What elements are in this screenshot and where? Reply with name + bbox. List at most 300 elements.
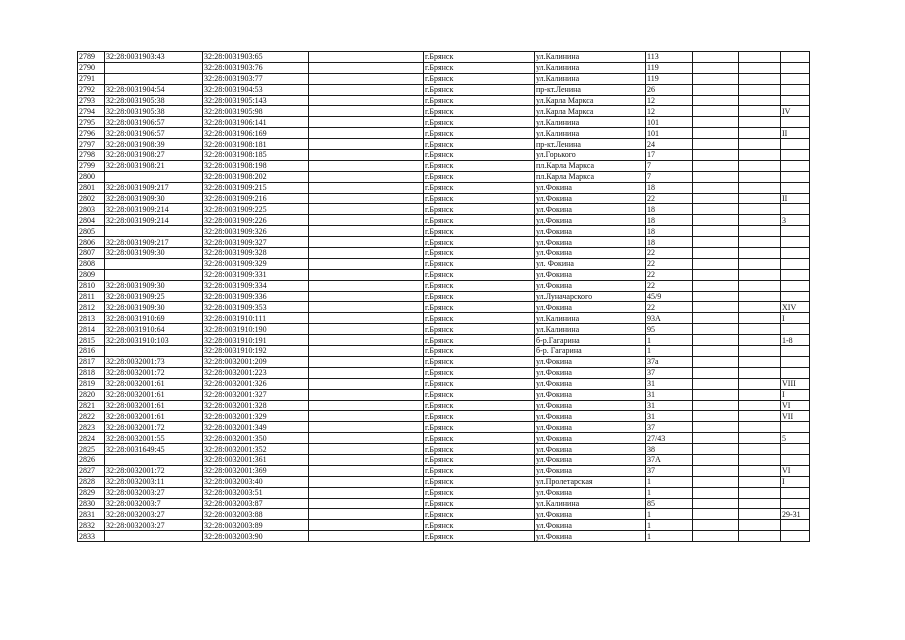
house-number-cell: 1 <box>646 487 693 498</box>
parcel-number-cell: 32:28:0032001:61 <box>105 378 203 389</box>
row-number-cell: 2800 <box>78 171 105 182</box>
row-number-cell: 2810 <box>78 280 105 291</box>
premise-number-cell <box>781 237 810 248</box>
object-number-cell: 32:28:0032001:352 <box>203 444 309 455</box>
premise-number-cell <box>781 52 810 63</box>
city-cell: г.Брянск <box>424 346 535 357</box>
house-number-cell: 31 <box>646 411 693 422</box>
city-cell: г.Брянск <box>424 476 535 487</box>
street-cell: ул.Фокина <box>535 520 646 531</box>
row-number-cell: 2808 <box>78 258 105 269</box>
empty-cell-cell <box>309 509 424 520</box>
row-number-cell: 2817 <box>78 356 105 367</box>
row-number-cell: 2812 <box>78 302 105 313</box>
parcel-number-cell <box>105 73 203 84</box>
row-number-cell: 2803 <box>78 204 105 215</box>
premise-number-cell <box>781 498 810 509</box>
table-row <box>78 258 810 269</box>
empty-cell-cell <box>693 150 739 161</box>
street-cell: ул.Фокина <box>535 531 646 542</box>
city-cell: г.Брянск <box>424 160 535 171</box>
empty-cell-cell <box>739 117 781 128</box>
table-row <box>78 346 810 357</box>
street-cell: ул.Калинина <box>535 73 646 84</box>
house-number-cell: 22 <box>646 302 693 313</box>
row-number-cell: 2796 <box>78 128 105 139</box>
premise-number-cell <box>781 367 810 378</box>
empty-cell-cell <box>693 302 739 313</box>
parcel-number-cell: 32:28:0031906:57 <box>105 128 203 139</box>
parcel-number-cell: 32:28:0032001:73 <box>105 356 203 367</box>
house-number-cell: 37а <box>646 356 693 367</box>
table-row <box>78 171 810 182</box>
street-cell: ул.Фокина <box>535 487 646 498</box>
premise-number-cell <box>781 258 810 269</box>
empty-cell-cell <box>739 487 781 498</box>
row-number-cell: 2792 <box>78 84 105 95</box>
house-number-cell: 22 <box>646 269 693 280</box>
table-row <box>78 454 810 465</box>
street-cell: ул.Фокина <box>535 215 646 226</box>
table-row <box>78 389 810 400</box>
empty-cell-cell <box>739 84 781 95</box>
parcel-number-cell: 32:28:0031905:38 <box>105 106 203 117</box>
street-cell: ул.Фокина <box>535 269 646 280</box>
object-number-cell: 32:28:0032001:349 <box>203 422 309 433</box>
parcel-number-cell: 32:28:0031906:57 <box>105 117 203 128</box>
street-cell: ул.Фокина <box>535 422 646 433</box>
object-number-cell: 32:28:0031909:353 <box>203 302 309 313</box>
city-cell: г.Брянск <box>424 302 535 313</box>
street-cell: ул.Фокина <box>535 248 646 259</box>
row-number-cell: 2832 <box>78 520 105 531</box>
empty-cell-cell <box>739 269 781 280</box>
object-number-cell: 32:28:0031908:198 <box>203 160 309 171</box>
empty-cell-cell <box>739 302 781 313</box>
premise-number-cell <box>781 95 810 106</box>
parcel-number-cell: 32:28:0031910:64 <box>105 324 203 335</box>
house-number-cell: 119 <box>646 62 693 73</box>
premise-number-cell <box>781 454 810 465</box>
empty-cell-cell <box>693 280 739 291</box>
street-cell: пл.Карла Маркса <box>535 160 646 171</box>
empty-cell-cell <box>739 367 781 378</box>
premise-number-cell <box>781 226 810 237</box>
empty-cell-cell <box>309 226 424 237</box>
premise-number-cell <box>781 117 810 128</box>
house-number-cell: 31 <box>646 378 693 389</box>
city-cell: г.Брянск <box>424 465 535 476</box>
parcel-number-cell: 32:28:0032003:27 <box>105 487 203 498</box>
table-row <box>78 531 810 542</box>
row-number-cell: 2830 <box>78 498 105 509</box>
street-cell: ул.Фокина <box>535 454 646 465</box>
street-cell: б-р.Гагарина <box>535 335 646 346</box>
object-number-cell: 32:28:0031909:336 <box>203 291 309 302</box>
empty-cell-cell <box>309 531 424 542</box>
premise-number-cell: 3 <box>781 215 810 226</box>
empty-cell-cell <box>693 215 739 226</box>
empty-cell-cell <box>693 248 739 259</box>
parcel-number-cell: 32:28:0031909:30 <box>105 302 203 313</box>
parcel-number-cell: 32:28:0031909:217 <box>105 182 203 193</box>
empty-cell-cell <box>739 73 781 84</box>
premise-number-cell: 1-8 <box>781 335 810 346</box>
row-number-cell: 2805 <box>78 226 105 237</box>
city-cell: г.Брянск <box>424 280 535 291</box>
object-number-cell: 32:28:0032001:223 <box>203 367 309 378</box>
empty-cell-cell <box>309 324 424 335</box>
city-cell: г.Брянск <box>424 498 535 509</box>
street-cell: ул.Карла Маркса <box>535 95 646 106</box>
empty-cell-cell <box>309 476 424 487</box>
parcel-number-cell <box>105 531 203 542</box>
city-cell: г.Брянск <box>424 226 535 237</box>
empty-cell-cell <box>693 433 739 444</box>
empty-cell-cell <box>309 193 424 204</box>
city-cell: г.Брянск <box>424 487 535 498</box>
empty-cell-cell <box>693 139 739 150</box>
row-number-cell: 2820 <box>78 389 105 400</box>
house-number-cell: 113 <box>646 52 693 63</box>
house-number-cell: 18 <box>646 215 693 226</box>
parcel-number-cell: 32:28:0031908:21 <box>105 160 203 171</box>
premise-number-cell <box>781 346 810 357</box>
parcel-number-cell: 32:28:0032003:11 <box>105 476 203 487</box>
empty-cell-cell <box>693 454 739 465</box>
house-number-cell: 1 <box>646 509 693 520</box>
table-row <box>78 465 810 476</box>
empty-cell-cell <box>739 226 781 237</box>
object-number-cell: 32:28:0032001:369 <box>203 465 309 476</box>
empty-cell-cell <box>309 84 424 95</box>
premise-number-cell <box>781 182 810 193</box>
parcel-number-cell: 32:28:0031908:39 <box>105 139 203 150</box>
house-number-cell: 101 <box>646 117 693 128</box>
premise-number-cell <box>781 280 810 291</box>
object-number-cell: 32:28:0031910:111 <box>203 313 309 324</box>
premise-number-cell <box>781 73 810 84</box>
empty-cell-cell <box>309 204 424 215</box>
parcel-number-cell: 32:28:0032001:72 <box>105 367 203 378</box>
premise-number-cell <box>781 324 810 335</box>
empty-cell-cell <box>739 139 781 150</box>
table-row <box>78 193 810 204</box>
street-cell: ул.Калинина <box>535 62 646 73</box>
row-number-cell: 2795 <box>78 117 105 128</box>
street-cell: ул.Фокина <box>535 433 646 444</box>
city-cell: г.Брянск <box>424 258 535 269</box>
empty-cell-cell <box>739 258 781 269</box>
row-number-cell: 2813 <box>78 313 105 324</box>
row-number-cell: 2809 <box>78 269 105 280</box>
table-row <box>78 433 810 444</box>
row-number-cell: 2819 <box>78 378 105 389</box>
empty-cell-cell <box>739 356 781 367</box>
street-cell: ул.Фокина <box>535 193 646 204</box>
object-number-cell: 32:28:0031909:215 <box>203 182 309 193</box>
empty-cell-cell <box>309 498 424 509</box>
empty-cell-cell <box>309 150 424 161</box>
empty-cell-cell <box>309 400 424 411</box>
object-number-cell: 32:28:0032001:326 <box>203 378 309 389</box>
city-cell: г.Брянск <box>424 454 535 465</box>
house-number-cell: 85 <box>646 498 693 509</box>
empty-cell-cell <box>693 128 739 139</box>
street-cell: ул.Калинина <box>535 117 646 128</box>
empty-cell-cell <box>739 237 781 248</box>
street-cell: ул.Луначарского <box>535 291 646 302</box>
parcel-number-cell: 32:28:0031910:103 <box>105 335 203 346</box>
empty-cell-cell <box>309 422 424 433</box>
table-row <box>78 378 810 389</box>
empty-cell-cell <box>739 62 781 73</box>
table-row <box>78 73 810 84</box>
object-number-cell: 32:28:0031910:191 <box>203 335 309 346</box>
empty-cell-cell <box>693 335 739 346</box>
empty-cell-cell <box>739 520 781 531</box>
empty-cell-cell <box>693 84 739 95</box>
object-number-cell: 32:28:0031905:98 <box>203 106 309 117</box>
house-number-cell: 119 <box>646 73 693 84</box>
empty-cell-cell <box>739 313 781 324</box>
empty-cell-cell <box>693 62 739 73</box>
empty-cell-cell <box>693 171 739 182</box>
object-number-cell: 32:28:0031903:77 <box>203 73 309 84</box>
empty-cell-cell <box>739 215 781 226</box>
table-row <box>78 150 810 161</box>
city-cell: г.Брянск <box>424 509 535 520</box>
empty-cell-cell <box>739 291 781 302</box>
row-number-cell: 2821 <box>78 400 105 411</box>
row-number-cell: 2831 <box>78 509 105 520</box>
parcel-number-cell <box>105 346 203 357</box>
empty-cell-cell <box>693 520 739 531</box>
object-number-cell: 32:28:0031909:216 <box>203 193 309 204</box>
empty-cell-cell <box>309 313 424 324</box>
premise-number-cell <box>781 248 810 259</box>
street-cell: ул.Фокина <box>535 226 646 237</box>
empty-cell-cell <box>739 324 781 335</box>
table-row <box>78 335 810 346</box>
city-cell: г.Брянск <box>424 335 535 346</box>
empty-cell-cell <box>693 400 739 411</box>
street-cell: ул.Калинина <box>535 52 646 63</box>
street-cell: ул.Горького <box>535 150 646 161</box>
empty-cell-cell <box>693 378 739 389</box>
empty-cell-cell <box>309 356 424 367</box>
table-row <box>78 160 810 171</box>
row-number-cell: 2802 <box>78 193 105 204</box>
street-cell: ул.Фокина <box>535 367 646 378</box>
row-number-cell: 2815 <box>78 335 105 346</box>
premise-number-cell: 5 <box>781 433 810 444</box>
parcel-number-cell: 32:28:0032003:27 <box>105 520 203 531</box>
empty-cell-cell <box>739 465 781 476</box>
empty-cell-cell <box>693 117 739 128</box>
empty-cell-cell <box>309 128 424 139</box>
city-cell: г.Брянск <box>424 444 535 455</box>
parcel-number-cell: 32:28:0031909:214 <box>105 215 203 226</box>
empty-cell-cell <box>309 465 424 476</box>
empty-cell-cell <box>739 52 781 63</box>
empty-cell-cell <box>309 454 424 465</box>
street-cell: ул.Фокина <box>535 400 646 411</box>
empty-cell-cell <box>309 411 424 422</box>
empty-cell-cell <box>309 346 424 357</box>
object-number-cell: 32:28:0032003:51 <box>203 487 309 498</box>
street-cell: пл.Карла Маркса <box>535 171 646 182</box>
empty-cell-cell <box>309 106 424 117</box>
premise-number-cell <box>781 291 810 302</box>
table-row <box>78 367 810 378</box>
table-row <box>78 400 810 411</box>
empty-cell-cell <box>309 237 424 248</box>
empty-cell-cell <box>693 73 739 84</box>
document-sheet <box>77 51 810 542</box>
street-cell: ул.Фокина <box>535 182 646 193</box>
empty-cell-cell <box>739 444 781 455</box>
empty-cell-cell <box>693 444 739 455</box>
empty-cell-cell <box>739 346 781 357</box>
house-number-cell: 1 <box>646 335 693 346</box>
object-number-cell: 32:28:0031909:331 <box>203 269 309 280</box>
street-cell: ул.Фокина <box>535 204 646 215</box>
empty-cell-cell <box>693 193 739 204</box>
premise-number-cell: VI <box>781 465 810 476</box>
premise-number-cell: 29-31 <box>781 509 810 520</box>
row-number-cell: 2801 <box>78 182 105 193</box>
empty-cell-cell <box>739 204 781 215</box>
house-number-cell: 12 <box>646 106 693 117</box>
parcel-number-cell: 32:28:0031909:214 <box>105 204 203 215</box>
house-number-cell: 37 <box>646 367 693 378</box>
city-cell: г.Брянск <box>424 193 535 204</box>
street-cell: ул.Пролетарская <box>535 476 646 487</box>
row-number-cell: 2828 <box>78 476 105 487</box>
row-number-cell: 2827 <box>78 465 105 476</box>
city-cell: г.Брянск <box>424 248 535 259</box>
empty-cell-cell <box>739 476 781 487</box>
row-number-cell: 2806 <box>78 237 105 248</box>
row-number-cell: 2833 <box>78 531 105 542</box>
empty-cell-cell <box>309 248 424 259</box>
city-cell: г.Брянск <box>424 291 535 302</box>
street-cell: ул. Фокина <box>535 258 646 269</box>
premise-number-cell: I <box>781 476 810 487</box>
house-number-cell: 22 <box>646 280 693 291</box>
row-number-cell: 2804 <box>78 215 105 226</box>
premise-number-cell <box>781 84 810 95</box>
empty-cell-cell <box>309 269 424 280</box>
street-cell: ул.Калинина <box>535 128 646 139</box>
empty-cell-cell <box>309 335 424 346</box>
row-number-cell: 2825 <box>78 444 105 455</box>
house-number-cell: 24 <box>646 139 693 150</box>
empty-cell-cell <box>739 389 781 400</box>
row-number-cell: 2793 <box>78 95 105 106</box>
parcel-number-cell: 32:28:0031910:69 <box>105 313 203 324</box>
empty-cell-cell <box>739 106 781 117</box>
empty-cell-cell <box>739 531 781 542</box>
table-row <box>78 520 810 531</box>
city-cell: г.Брянск <box>424 171 535 182</box>
street-cell: ул.Калинина <box>535 498 646 509</box>
empty-cell-cell <box>309 171 424 182</box>
city-cell: г.Брянск <box>424 367 535 378</box>
row-number-cell: 2829 <box>78 487 105 498</box>
row-number-cell: 2790 <box>78 62 105 73</box>
empty-cell-cell <box>693 531 739 542</box>
premise-number-cell <box>781 269 810 280</box>
table-body <box>78 52 810 542</box>
house-number-cell: 37 <box>646 465 693 476</box>
city-cell: г.Брянск <box>424 204 535 215</box>
empty-cell-cell <box>309 182 424 193</box>
empty-cell-cell <box>693 269 739 280</box>
empty-cell-cell <box>739 335 781 346</box>
street-cell: пр-кт.Ленина <box>535 84 646 95</box>
row-number-cell: 2799 <box>78 160 105 171</box>
table-row <box>78 291 810 302</box>
object-number-cell: 32:28:0032003:89 <box>203 520 309 531</box>
city-cell: г.Брянск <box>424 84 535 95</box>
parcel-number-cell: 32:28:0031904:54 <box>105 84 203 95</box>
table-row <box>78 95 810 106</box>
city-cell: г.Брянск <box>424 313 535 324</box>
empty-cell-cell <box>693 356 739 367</box>
object-number-cell: 32:28:0031903:65 <box>203 52 309 63</box>
city-cell: г.Брянск <box>424 237 535 248</box>
empty-cell-cell <box>693 476 739 487</box>
empty-cell-cell <box>693 52 739 63</box>
empty-cell-cell <box>309 117 424 128</box>
register-table <box>77 51 810 542</box>
street-cell: ул.Фокина <box>535 389 646 400</box>
empty-cell-cell <box>739 248 781 259</box>
row-number-cell: 2797 <box>78 139 105 150</box>
empty-cell-cell <box>739 498 781 509</box>
house-number-cell: 1 <box>646 476 693 487</box>
parcel-number-cell <box>105 62 203 73</box>
city-cell: г.Брянск <box>424 182 535 193</box>
table-row <box>78 204 810 215</box>
city-cell: г.Брянск <box>424 422 535 433</box>
object-number-cell: 32:28:0031903:76 <box>203 62 309 73</box>
empty-cell-cell <box>693 291 739 302</box>
empty-cell-cell <box>739 433 781 444</box>
parcel-number-cell: 32:28:0032003:27 <box>105 509 203 520</box>
house-number-cell: 27/43 <box>646 433 693 444</box>
premise-number-cell <box>781 171 810 182</box>
premise-number-cell: I <box>781 313 810 324</box>
empty-cell-cell <box>739 454 781 465</box>
empty-cell-cell <box>693 237 739 248</box>
table-row <box>78 411 810 422</box>
house-number-cell: 1 <box>646 520 693 531</box>
table-row <box>78 509 810 520</box>
table-row <box>78 237 810 248</box>
table-row <box>78 444 810 455</box>
table-row <box>78 356 810 367</box>
parcel-number-cell: 32:28:0032001:61 <box>105 411 203 422</box>
empty-cell-cell <box>739 422 781 433</box>
table-row <box>78 226 810 237</box>
house-number-cell: 93А <box>646 313 693 324</box>
empty-cell-cell <box>693 422 739 433</box>
city-cell: г.Брянск <box>424 400 535 411</box>
city-cell: г.Брянск <box>424 73 535 84</box>
